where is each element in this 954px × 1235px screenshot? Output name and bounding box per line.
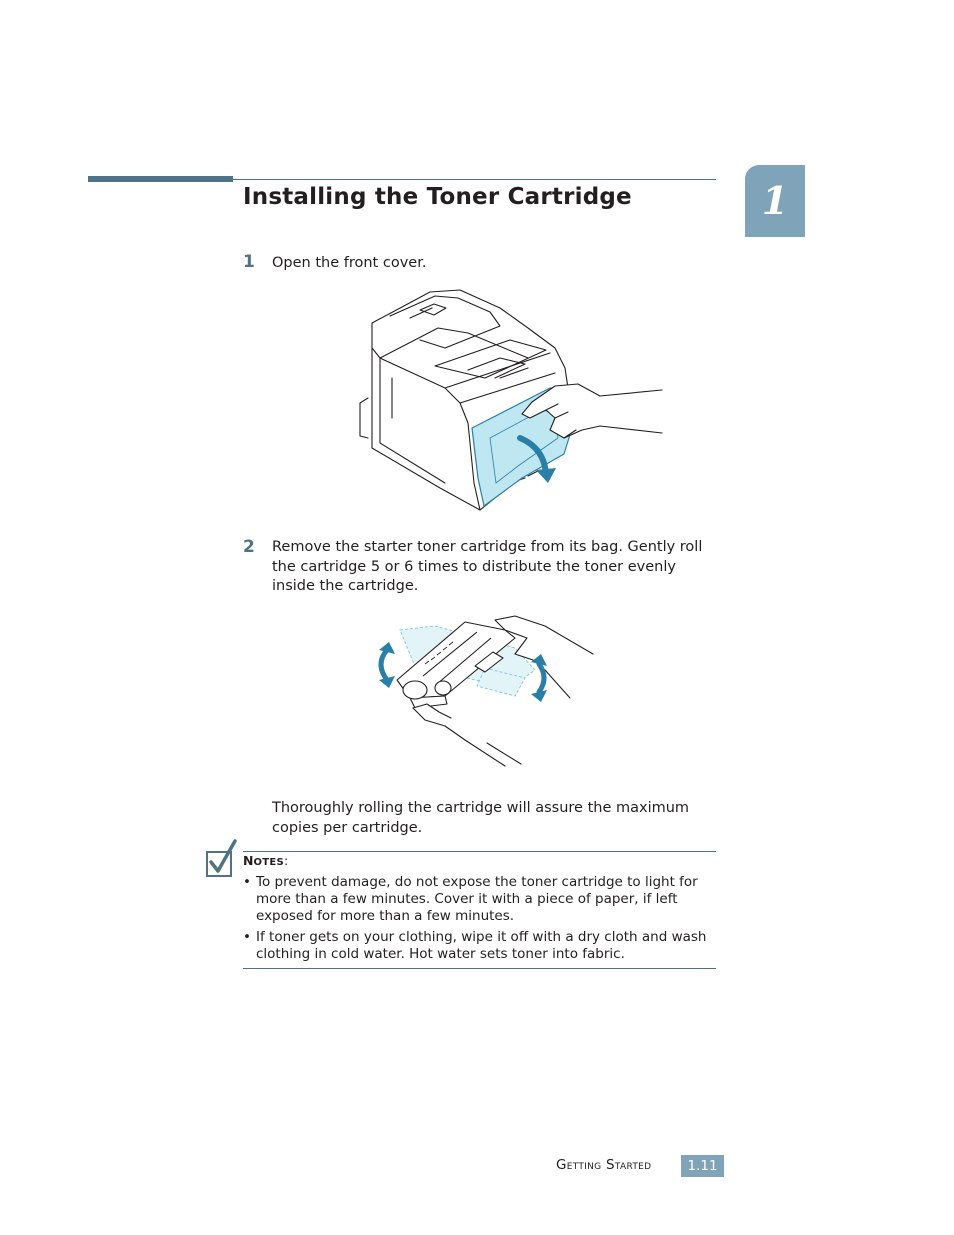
bullet-icon: •: [243, 874, 251, 890]
header-rule-thin: [233, 179, 716, 180]
step-2-number: 2: [243, 537, 255, 557]
checkmark-notepad-icon: [204, 838, 238, 880]
notes-top-rule: [243, 851, 716, 852]
page-number: 1.11: [681, 1155, 724, 1177]
chapter-number: 1: [761, 178, 789, 223]
step-1-number: 1: [243, 252, 255, 272]
toner-cartridge-rolling-illustration: [365, 608, 605, 773]
notes-bottom-rule: [243, 968, 716, 969]
note-item: [243, 874, 718, 925]
footer-chapter-label: Getting Started: [556, 1157, 652, 1173]
step-2-text: Remove the starter toner cartridge from its bag. Gently roll the cartridge 5 or 6 times to distribute the toner evenly inside the cartridge.: [272, 539, 703, 594]
header-rule-thick: [88, 176, 233, 182]
rolling-note-text: Thoroughly rolling the cartridge will assure the maximum copies per cartridge.: [272, 800, 690, 836]
notes-title-rest: OTES: [253, 857, 285, 868]
section-title: Installing the Toner Cartridge: [243, 184, 632, 210]
printer-front-cover-illustration: [350, 278, 670, 518]
bullet-icon: •: [243, 929, 251, 945]
note-item: [243, 929, 718, 963]
notes-title: [243, 853, 288, 868]
note-item-text: If toner gets on your clothing, wipe it off with a dry cloth and wash clothing in cold water. Hot water sets toner into fabric.: [256, 929, 707, 962]
step-1-text: Open the front cover.: [272, 255, 427, 271]
notes-title-colon: :: [284, 853, 289, 868]
notes-title-initial: N: [243, 853, 254, 868]
note-item-text: To prevent damage, do not expose the toner cartridge to light for more than a few minutes. Cover it with a piece of paper, if left exposed for more than a few minutes.: [256, 874, 698, 924]
